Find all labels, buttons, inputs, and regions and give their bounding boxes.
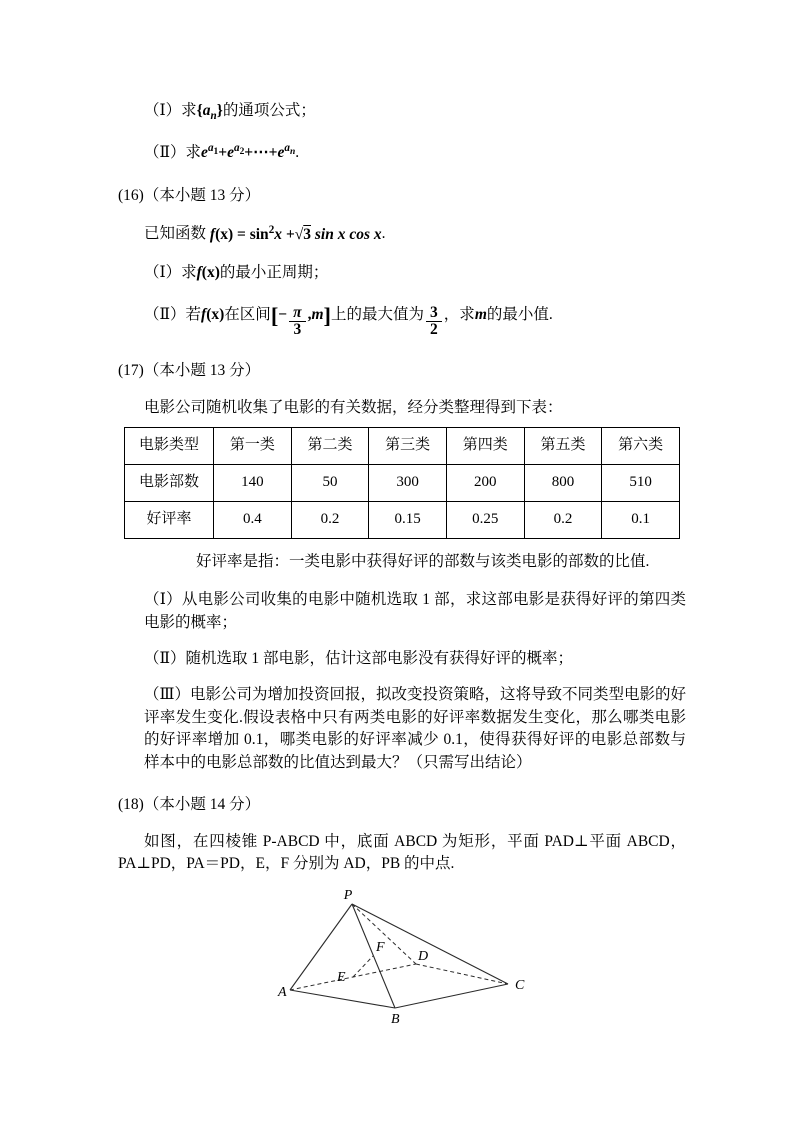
movie-data-table: [124, 427, 680, 538]
var-e: e: [227, 144, 234, 162]
q17-intro: 电影公司随机收集了电影的有关数据，经分类整理得到下表：: [144, 398, 563, 416]
sub-2: 2: [239, 147, 245, 158]
pyramid-figure: [260, 888, 686, 1045]
var-f: f: [201, 306, 207, 324]
table-cell: 0.2: [524, 501, 602, 538]
sub-n: n: [210, 110, 217, 123]
q15-part1-prefix: （Ⅰ）求: [144, 102, 197, 119]
var-m: m: [474, 306, 487, 324]
frac-num-pi: π: [289, 305, 305, 322]
period: .: [381, 225, 386, 243]
radicand-3: 3: [303, 225, 311, 243]
period: .: [295, 144, 300, 162]
fraction-3-2: [426, 305, 442, 339]
q16-part1-prefix: （Ⅰ）求: [144, 263, 197, 281]
q15-part1: [144, 100, 686, 124]
var-m: m: [311, 306, 324, 324]
frac-den-3: 3: [293, 321, 302, 339]
pyramid-svg: [260, 888, 560, 1038]
table-header-cell: 第一类: [214, 428, 292, 465]
q16-part2-suffix: 的最小值.: [486, 306, 553, 324]
table-cell: 300: [369, 465, 447, 502]
frac-den-2: 2: [430, 321, 438, 339]
label-B: B: [391, 1011, 400, 1027]
q17-part2: （Ⅱ）随机选取 1 部电影，估计这部电影没有获得好评的概率；: [144, 650, 574, 667]
table-header-cell: 第六类: [602, 428, 680, 465]
table-header-cell: 第二类: [291, 428, 369, 465]
var-a: a: [284, 142, 290, 155]
fx: [201, 306, 224, 323]
fx-args: (x): [206, 306, 225, 324]
q15-part2-prefix: （Ⅱ）求: [144, 144, 202, 162]
fx: [197, 264, 220, 281]
var-x-plus: x +: [274, 225, 295, 243]
q18-statement: 如图，在四棱锥 P-ABCD 中，底面 ABCD 为矩形，平面 PAD⊥平面 ABCD，PA⊥PD，PA＝PD，E，F 分别为 AD，PB 的中点.: [118, 832, 686, 873]
edge-BC: [395, 984, 508, 1008]
minus-sign: −: [278, 306, 288, 324]
q16-part2-mid1: 在区间: [224, 306, 271, 324]
brace-open: {: [196, 102, 203, 119]
label-C: C: [515, 977, 525, 993]
sin-cos-terms: sin x cos x: [314, 225, 382, 243]
exp-an: [284, 142, 296, 158]
row-label: 电影部数: [125, 465, 214, 502]
q16-part2-mid2: 上的最大值为: [331, 306, 425, 324]
q16-part1-suffix: 的最小正周期；: [219, 263, 329, 281]
var-e: e: [277, 144, 285, 162]
sup-2: 2: [268, 223, 275, 236]
table-cell: 50: [291, 465, 369, 502]
table-cell: 0.25: [446, 501, 524, 538]
label-P: P: [343, 887, 353, 903]
ellipsis: +⋯+: [244, 144, 278, 162]
q16-part2-prefix: （Ⅱ）若: [144, 306, 202, 324]
table-cell: 510: [602, 465, 680, 502]
sequence-formula: [196, 102, 223, 123]
fx-eq-sin: (x) = sin: [215, 225, 269, 243]
sqrt-sign: √: [294, 225, 304, 243]
bracket-open: [: [270, 303, 279, 329]
q16-given-intro: 已知函数: [144, 225, 207, 243]
table-header-cell: 第三类: [369, 428, 447, 465]
var-f: f: [209, 225, 216, 243]
var-a: a: [202, 102, 211, 119]
edge-PB: [352, 904, 395, 1008]
table-cell: 0.1: [602, 501, 680, 538]
brace-close: }: [216, 102, 223, 119]
table-cell: 0.15: [369, 501, 447, 538]
exp-a1: [207, 142, 219, 158]
plus-sign: +: [218, 144, 228, 162]
q16-given: [144, 221, 686, 246]
q16-header: (16)（本小题 13 分）: [118, 186, 261, 204]
label-A: A: [278, 984, 287, 1000]
table-row-counts: [125, 465, 680, 502]
table-header-cell: 电影类型: [125, 428, 214, 465]
frac-num-3: 3: [426, 305, 442, 322]
q17-note: 好评率是指：一类电影中获得好评的部数与该类电影的部数的比值.: [196, 552, 650, 570]
edge-DC-dashed: [416, 964, 508, 984]
label-D: D: [418, 948, 429, 964]
var-e: e: [201, 144, 208, 162]
edge-PD-dashed: [352, 904, 416, 964]
q16-part2-mid3: ，求: [443, 306, 475, 324]
table-cell: 200: [446, 465, 524, 502]
row-label: 好评率: [125, 501, 214, 538]
q18-header: (18)（本小题 14 分）: [118, 796, 261, 814]
q17-part1: （Ⅰ）从电影公司收集的电影中随机选取 1 部，求这部电影是获得好评的第四类电影的概率；: [144, 591, 686, 631]
label-E: E: [337, 969, 346, 985]
interval-formula: [270, 303, 332, 339]
table-header-cell: 第五类: [524, 428, 602, 465]
q15-part1-suffix: 的通项公式；: [222, 102, 316, 119]
table-header-row: [125, 428, 680, 465]
label-F: F: [376, 939, 385, 955]
table-cell: 800: [524, 465, 602, 502]
q16-part1: [144, 262, 686, 284]
table-cell: 0.4: [214, 501, 292, 538]
function-formula: [209, 223, 382, 243]
fx-args: (x): [201, 263, 220, 281]
exp-a2: [233, 142, 245, 158]
table-cell: 140: [214, 465, 292, 502]
q15-part2: [144, 140, 686, 165]
var-a: a: [233, 142, 240, 155]
edge-AB: [290, 990, 395, 1008]
comma: ,: [307, 306, 312, 324]
fraction-pi-3: [289, 305, 305, 339]
q16-part2: [144, 300, 686, 338]
exp-sum-formula: [201, 144, 295, 161]
sub-1: 1: [213, 147, 219, 158]
segment-EF-dashed: [353, 956, 373, 977]
var-f: f: [196, 263, 202, 281]
table-header-cell: 第四类: [446, 428, 524, 465]
q17-header: (17)（本小题 13 分）: [118, 362, 261, 380]
q17-part3: （Ⅲ）电影公司为增加投资回报，拟改变投资策略，这将导致不同类型电影的好评率发生变化.假设表格中只有两类电影的好评率数据发生变化，那么哪类电影的好评率增加 0.1，哪类电影的好评率减少 0.1，使得获得好评的电影总部数与样本中的电影总部数的比值达到最大？（只需写出结论）: [144, 686, 686, 771]
var-a: a: [207, 142, 214, 155]
sub-n: n: [289, 147, 296, 158]
table-row-rates: [125, 501, 680, 538]
table-cell: 0.2: [291, 501, 369, 538]
bracket-close: ]: [323, 303, 332, 329]
